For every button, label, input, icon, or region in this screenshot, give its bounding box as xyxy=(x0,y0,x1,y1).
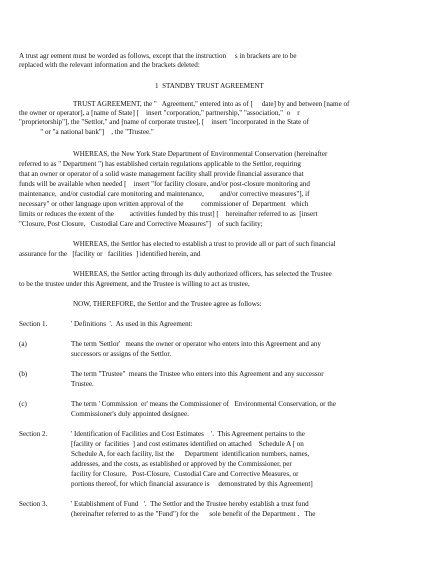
whereas-3-line: WHEREAS, the Settlor acting through its duly authorized officers, has selected the Trustee xyxy=(73,270,332,278)
section-2-line: Schedule A, for each facility, list the Department identification numbers, names, xyxy=(71,450,310,458)
whereas-1-line: "Closure, Post Closure, Custodial Care and Corrective Measures"] of such facility; xyxy=(19,220,263,228)
section-3-label: Section 3. xyxy=(19,500,48,508)
section-2-line: addresses, and the costs, as established or approved by the Commissioner, per xyxy=(71,460,292,468)
item-label: (a) xyxy=(19,340,27,348)
item-label: (c) xyxy=(19,400,27,408)
section-1-text: ' Definitions '. As used in this Agreement: xyxy=(71,320,193,328)
whereas-1-line: referred to as " Department ") has established certain regulations applicable to the Settlor, requiring xyxy=(19,160,301,168)
item-line: The term 'Settlor' means the owner or operator who enters into this Agreement and any xyxy=(71,340,321,348)
now-therefore-line: NOW, THEREFORE, the Settlor and the Trustee agree as follows: xyxy=(73,300,262,308)
section-2-line: portions thereof, for which financial assurance is demonstrated by this Agreement] xyxy=(71,480,313,488)
whereas-1-line: that an owner or operator of a solid waste management facility shall provide financial assurance that xyxy=(19,170,304,178)
trust-agreement-line: TRUST AGREEMENT, the " Agreement," entered into as of [ date] by and between [name of xyxy=(73,100,350,108)
trust-agreement-line: "proprietorship"], the "Settlor," and [name of corporate trustee], [ insert "incorporated in the State of xyxy=(19,118,309,126)
whereas-1-line: limits or reduces the extent of the activities funded by this trust] [ hereinafter referred to as [insert xyxy=(19,210,318,218)
whereas-2-line: WHEREAS, the Settlor has elected to establish a trust to provide all or part of such financial xyxy=(73,240,336,248)
whereas-1-line: necessary" or other language upon written approval of the commissioner of Department which xyxy=(19,200,309,208)
section-2-line: ' Identification of Facilities and Cost Estimates '. This Agreement pertains to the xyxy=(71,430,305,438)
item-line: The term "Trustee" means the Trustee who enters into this Agreement and any successor xyxy=(71,370,324,378)
item-label: (b) xyxy=(19,370,28,378)
section-1-label: Section 1. xyxy=(19,320,48,328)
intro-line: replaced with the relevant information and the brackets deleted: xyxy=(19,61,200,69)
item-line: successors or assigns of the Settlor. xyxy=(71,350,172,358)
item-line: The term ' Commission er' means the Commissioner of Environmental Conservation, or the xyxy=(71,400,336,408)
section-2-label: Section 2. xyxy=(19,430,48,438)
whereas-1-line: funds will be available when needed [ insert "for facility closure, and/or post-closure monitoring and xyxy=(19,180,310,188)
section-2-line: [facility or facilities ] and cost estimates identified on attached Schedule A [ on xyxy=(71,440,304,448)
intro-line: A trust agr eement must be worded as follows, except that the instruction s in brackets are to be xyxy=(19,52,297,60)
section-3-line: ' Establishment of Fund '. The Settlor and the Trustee hereby establish a trust fund xyxy=(71,500,309,508)
whereas-1-line: maintenance, and/or custodial care monitoring and maintenance, and/or corrective measures"], if xyxy=(19,190,310,198)
section-3-line: (hereinafter referred to as the "Fund") for the sole benefit of the Department . The xyxy=(71,510,316,518)
item-line: Commissioner's duly appointed designee. xyxy=(71,410,189,418)
document-title: 1 STANDBY TRUST AGREEMENT xyxy=(155,82,264,90)
item-line: Trustee. xyxy=(71,380,94,388)
trust-agreement-line: the owner or operator], a [name of State] [ insert "corporation," partnership," "association," o r xyxy=(19,109,300,117)
section-2-line: facility for Closure, Post-Closure, Custodial Care and Corrective Measures, or xyxy=(71,470,299,478)
trust-agreement-line: " or "a national bank"] , the "Trustee." xyxy=(19,128,154,136)
whereas-1-line: WHEREAS, the New York State Department of Environmental Conservation (hereinafter xyxy=(73,150,328,158)
whereas-3-line: to be the trustee under this Agreement, and the Trustee is willing to act as trustee, xyxy=(19,280,250,288)
whereas-2-line: assurance for the [facility or facilities ] identified herein, and xyxy=(19,250,201,258)
